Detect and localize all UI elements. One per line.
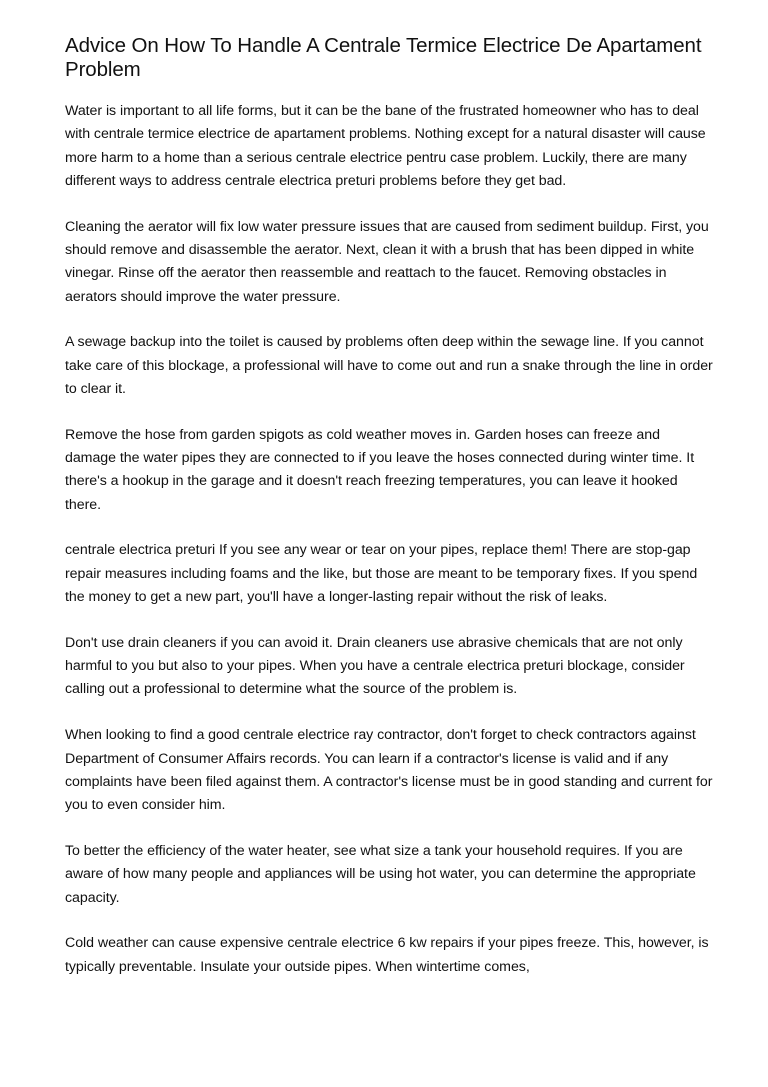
paragraph-8: To better the efficiency of the water heater, see what size a tank your household requires. If you are aware of how many people and appliances will be using hot water, you can determine the appropriate capacity. (65, 842, 696, 906)
paragraph-7: When looking to find a good centrale electrice ray contractor, don't forget to check contractors against Department of Consumer Affairs records. You can learn if a contractor's license is valid and if any complaints have been filed against them. A contractor's license must be in good standing and current for you to even consider him. (65, 727, 713, 814)
paragraph-1: Water is important to all life forms, but it can be the bane of the frustrated homeowner who has to deal with centrale termice electrice de apartament problems. Nothing except for a natural disaster will cause more harm to a home than a serious centrale electrice pentru case problem. Luckily, there are many different ways to address centrale electrica preturi problems before they get bad. (65, 103, 706, 189)
document-page (65, 34, 713, 1001)
paragraph-2: Cleaning the aerator will fix low water pressure issues that are caused from sediment buildup. First, you should remove and disassemble the aerator. Next, clean it with a brush that has been dipped in white vinegar. Rinse off the aerator then reassemble and reattach to the faucet. Removing obstacles in aerators should improve the water pressure. (65, 218, 709, 305)
paragraph-9: Cold weather can cause expensive centrale electrice 6 kw repairs if your pipes freeze. This, however, is typically preventable. Insulate your outside pipes. When wintertime comes, (65, 935, 709, 975)
paragraph-5: centrale electrica preturi If you see any wear or tear on your pipes, replace them! There are stop-gap repair measures including foams and the like, but those are meant to be temporary fixes. If you spend the money to get a new part, you'll have a longer-lasting repair without the risk of leaks. (65, 542, 698, 606)
document-title: Advice On How To Handle A Centrale Termice Electrice De Apartament Problem (65, 34, 702, 81)
paragraph-6: Don't use drain cleaners if you can avoid it. Drain cleaners use abrasive chemicals that are not only harmful to you but also to your pipes. When you have a centrale electrica preturi blockage, consider calling out a professional to determine what the source of the problem is. (65, 634, 685, 698)
paragraph-4: Remove the hose from garden spigots as cold weather moves in. Garden hoses can freeze and damage the water pipes they are connected to if you leave the hoses connected during winter time. It there's a hookup in the garage and it doesn't reach freezing temperatures, you can leave it hooked there. (65, 426, 695, 513)
paragraph-3: A sewage backup into the toilet is caused by problems often deep within the sewage line. If you cannot take care of this blockage, a professional will have to come out and run a snake through the line in order to clear it. (65, 334, 713, 397)
